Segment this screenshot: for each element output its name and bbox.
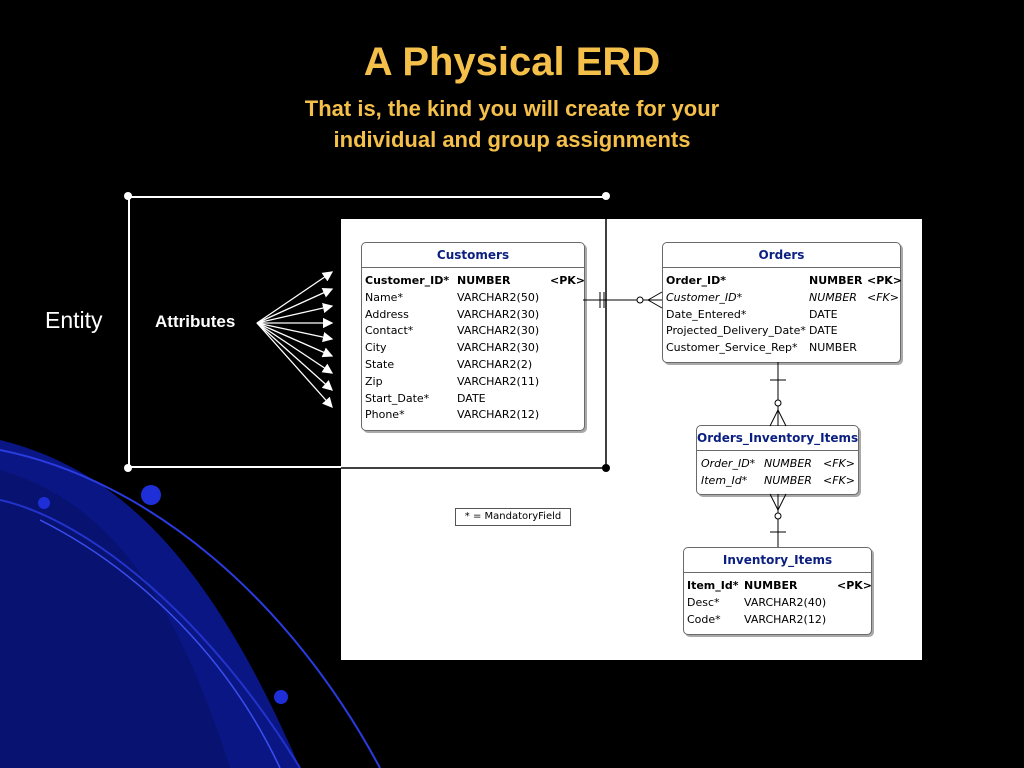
attribute-type: VARCHAR2(2) bbox=[457, 357, 533, 371]
attribute-key: <FK> bbox=[823, 457, 855, 470]
attribute-row bbox=[663, 323, 900, 340]
entity-orders-inventory-items bbox=[696, 425, 859, 495]
attribute-name: Customer_Service_Rep* bbox=[666, 341, 798, 355]
entity-title-orders: Orders bbox=[663, 243, 900, 268]
attribute-type: VARCHAR2(12) bbox=[457, 408, 540, 422]
attribute-type: VARCHAR2(12) bbox=[744, 612, 827, 626]
mandatory-field-legend: * = MandatoryField bbox=[455, 508, 571, 526]
entity-attributes-inventory-items bbox=[684, 573, 871, 628]
attribute-type: NUMBER bbox=[809, 341, 857, 355]
attribute-key: <FK> bbox=[867, 290, 899, 304]
attribute-type: DATE bbox=[457, 391, 486, 405]
attribute-type: VARCHAR2(30) bbox=[457, 341, 540, 355]
attribute-name: Contact* bbox=[365, 324, 414, 338]
subtitle-line-2: individual and group assignments bbox=[333, 127, 691, 152]
attribute-type: NUMBER bbox=[809, 274, 863, 287]
attribute-name: Phone* bbox=[365, 408, 405, 422]
attribute-row bbox=[684, 578, 871, 595]
attribute-type: VARCHAR2(30) bbox=[457, 324, 540, 338]
attribute-type: NUMBER bbox=[457, 274, 511, 287]
slide-subtitle bbox=[0, 93, 1024, 155]
attribute-row bbox=[684, 595, 871, 612]
entity-inventory-items bbox=[683, 547, 872, 635]
attribute-name: Item_Id* bbox=[701, 473, 748, 487]
entity-title-inventory-items: Inventory_Items bbox=[684, 548, 871, 573]
attribute-type: VARCHAR2(50) bbox=[457, 290, 540, 304]
attribute-name: Start_Date* bbox=[365, 391, 430, 405]
attribute-type: VARCHAR2(30) bbox=[457, 307, 540, 321]
attribute-name: Name* bbox=[365, 290, 403, 304]
attribute-type: NUMBER bbox=[744, 579, 798, 592]
attribute-type: VARCHAR2(11) bbox=[457, 374, 540, 388]
attribute-row bbox=[697, 456, 858, 473]
attribute-type: NUMBER bbox=[764, 473, 812, 487]
attribute-name: Order_ID* bbox=[666, 274, 727, 287]
entity-orders bbox=[662, 242, 901, 363]
attribute-name: Order_ID* bbox=[701, 457, 756, 470]
attribute-name: Projected_Delivery_Date* bbox=[666, 324, 806, 338]
attribute-name: Code* bbox=[687, 612, 721, 626]
entity-attributes-orders-inventory-items bbox=[697, 451, 858, 490]
attribute-name: Desc* bbox=[687, 595, 720, 609]
attribute-row bbox=[663, 307, 900, 324]
attributes-label: Attributes bbox=[155, 312, 236, 331]
entity-callout-frame bbox=[128, 196, 606, 468]
attribute-name: Customer_ID* bbox=[365, 274, 450, 287]
attribute-row bbox=[697, 473, 858, 490]
attribute-type: DATE bbox=[809, 307, 838, 321]
attribute-name: Zip bbox=[365, 374, 383, 388]
attribute-row bbox=[684, 612, 871, 629]
attribute-name: City bbox=[365, 341, 387, 355]
entity-title-customers: Customers bbox=[362, 243, 584, 268]
attribute-type: NUMBER bbox=[764, 457, 812, 470]
attribute-row bbox=[663, 273, 903, 290]
attribute-type: VARCHAR2(40) bbox=[744, 595, 827, 609]
attribute-name: Date_Entered* bbox=[666, 307, 747, 321]
attribute-type: NUMBER bbox=[809, 290, 857, 304]
attribute-row bbox=[663, 290, 900, 307]
entity-title-orders-inventory-items: Orders_Inventory_Items bbox=[697, 426, 858, 451]
attribute-row bbox=[663, 340, 900, 357]
attribute-key: <FK> bbox=[823, 473, 855, 487]
attribute-key: <PK> bbox=[550, 274, 586, 287]
attribute-name: Item_Id* bbox=[687, 579, 739, 592]
attribute-key: <PK> bbox=[837, 579, 873, 592]
attribute-name: State bbox=[365, 357, 395, 371]
slide-title: A Physical ERD bbox=[363, 40, 661, 84]
entity-attributes-orders bbox=[663, 268, 903, 357]
attribute-name: Customer_ID* bbox=[666, 290, 743, 304]
subtitle-line-1: That is, the kind you will create for your bbox=[304, 96, 720, 121]
attribute-key: <PK> bbox=[867, 274, 903, 287]
entity-label: Entity bbox=[45, 307, 103, 333]
attribute-type: DATE bbox=[809, 324, 838, 338]
attribute-name: Address bbox=[365, 307, 409, 321]
